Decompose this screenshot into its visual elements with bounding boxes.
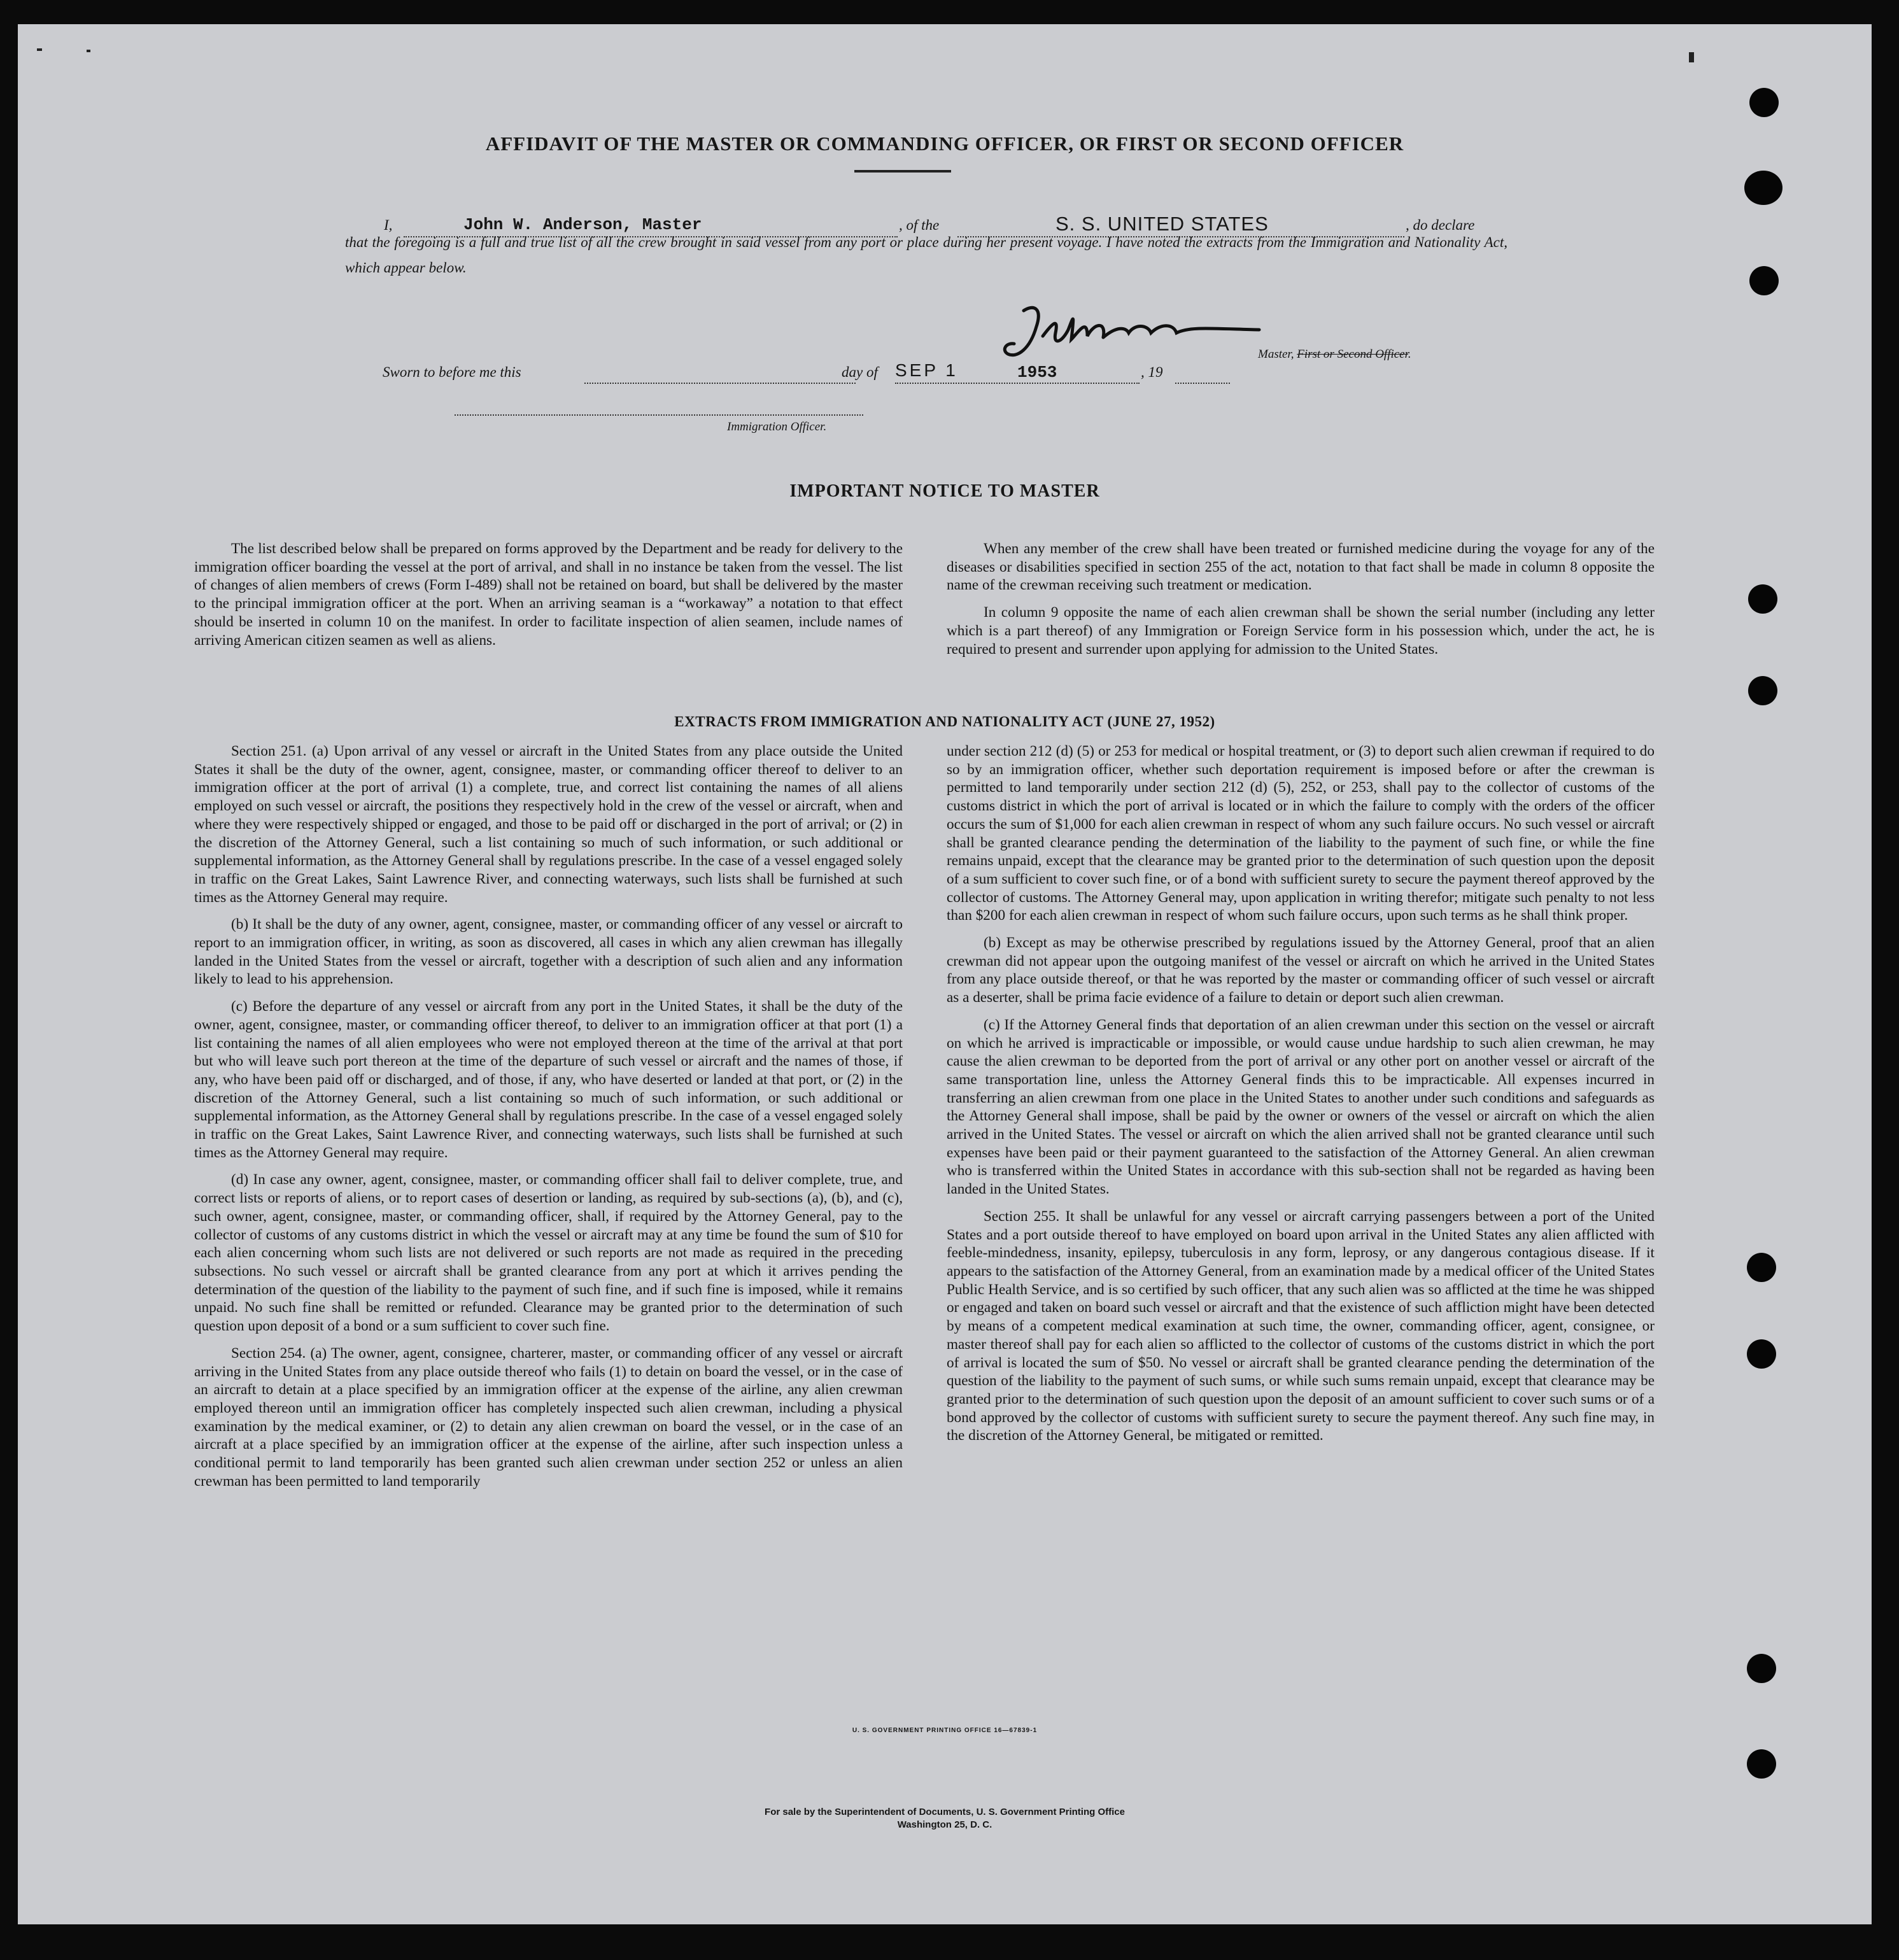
sale-notice	[18, 1806, 1872, 1831]
extract-paragraph: under section 212 (d) (5) or 253 for medical or hospital treatment, or (3) to deport such alien crewman if required to do so by an immigration officer, whether such deportation requirement is imposed before or after the crewman is permitted to land temporarily under section 212 (d) (5), 252, or 253, shall pay to the collector of customs of the customs district in which the port of arrival is located or in which the failure to comply with the orders of the officer occurs the sum of $1,000 for each alien crewman in respect of whom any such failure occurs. No such vessel or aircraft shall be granted clearance pending the determination of the liability to the payment of such fine, or while the fine remains unpaid, except that the clearance may be granted prior to the determination of such question upon the deposit of a sum sufficient to cover such fine, or of a bond with sufficient surety to secure the payment thereof approved by the collector of customs. The Attorney General may, upon application in writing therefor; mitigate such penalty to not less than $200 for each alien crewman in respect of whom such failure occurs, upon such terms as he shall think proper.	[947, 743, 1655, 924]
notice-left-column	[194, 540, 903, 658]
immigration-officer-line	[455, 414, 863, 416]
immigration-officer-label: Immigration Officer.	[727, 420, 827, 434]
extracts-right-column	[947, 742, 1655, 1454]
sale-line-1: For sale by the Superintendent of Documents, U. S. Government Printing Office	[765, 1807, 1125, 1817]
declaration-text: that the foregoing is a full and true list of all the crew brought in said vessel from any port or place during her present voyage. I have noted the extracts from the Immigration and Nationality Act, which appear below.	[345, 234, 1507, 276]
printing-office-imprint: U. S. GOVERNMENT PRINTING OFFICE 16—67839-1	[852, 1727, 1038, 1734]
scan-speck	[87, 50, 90, 52]
extract-paragraph: Section 251. (a) Upon arrival of any vessel or aircraft in the United States from any place outside the United States it shall be the duty of the owner, agent, consignee, master, or commanding officer thereof to deliver to an immigration officer at the port of arrival (1) a complete, true, and correct list containing the names of all aliens employed on such vessel or aircraft, the positions they respectively hold in the crew of the vessel or aircraft, when and where they were respectively shipped or engaged, and those to be paid off or discharged in the port of arrival; or (2) in the discretion of the Attorney General, such a list containing so much of such information, or such additional or supplemental information, as the Attorney General shall by regulations prescribe. In the case of a vessel engaged solely in traffic on the Great Lakes, Saint Lawrence River, and connecting waterways, such lists shall be furnished at such times as the Attorney General may require.	[194, 743, 903, 906]
notice-paragraph: The list described below shall be prepared on forms approved by the Department and be ready for delivery to the immigration officer boarding the vessel at the port of arrival, and shall in no instance be taken from the vessel. The list of changes of alien members of crews (Form I-489) shall not be retained on board, but shall be delivered by the master to the principal immigration officer at the port. When an arriving seaman is a “workaway” a notation to that effect should be inserted in column 10 on the manifest. In order to facilitate inspection of alien seamen, include names of arriving American citizen seamen as well as aliens.	[194, 540, 903, 649]
label-of-the: , of the	[899, 217, 940, 233]
extract-paragraph: Section 254. (a) The owner, agent, consignee, charterer, master, or commanding officer of any vessel or aircraft arriving in the United States from any place outside thereof who fails (1) to detain on board the vessel, or in the case of an aircraft to detain at a place specified by an immigration officer at the expense of the airline, any alien crewman employed thereon until an immigration officer has completely inspected such alien crewman, including a physical examination by the medical examiner, or (2) to detain any alien crewman on board the vessel, or in the case of an aircraft at a place specified by an immigration officer at the expense of the airline, after such inspection unless a conditional permit to land temporarily has been granted such alien crewman under section 252 or unless an alien crewman has been permitted to land temporarily	[194, 1344, 903, 1490]
affidavit-title: AFFIDAVIT OF THE MASTER OR COMMANDING OFFICER, OR FIRST OR SECOND OFFICER	[485, 132, 1404, 155]
label-do-declare: , do declare	[1406, 217, 1475, 233]
sworn-day-line	[584, 383, 856, 384]
scan-speck	[1689, 52, 1694, 62]
punch-hole	[1749, 266, 1779, 295]
master-signature	[998, 298, 1266, 368]
extract-paragraph: (d) In case any owner, agent, consignee, master, or commanding officer shall fail to deliver complete, true, and correct lists or reports of aliens, or to report cases of desertion or landing, as required by sub-sections (a), (b), and (c), such owner, agent, consignee, master, or commanding officer, shall, if required by the Attorney General, pay to the collector of customs of any customs district in which the vessel or aircraft may at any time be found the sum of $10 for each alien concerning whom such lists are not delivered or such reports are not made as required in the preceding subsections. No such vessel or aircraft shall be granted clearance from any port at which it arrives pending the determination of the question of the liability to the payment of such fine, and if such fine is imposed, while it remains unpaid. No such fine shall be remitted or refunded. Clearance may be granted prior to the determination of such question upon deposit of a bond or a sum sufficient to cover such fine.	[194, 1171, 903, 1335]
year-line	[1175, 383, 1230, 384]
sale-line-2: Washington 25, D. C.	[897, 1819, 992, 1830]
master-name-field[interactable]: John W. Anderson, Master	[463, 215, 702, 234]
label-i: I,	[384, 217, 393, 233]
signer-title-struck: First or Second Officer	[1297, 348, 1408, 361]
signer-title	[1258, 348, 1411, 362]
vessel-name-field[interactable]: S. S. UNITED STATES	[1055, 213, 1269, 235]
notice-right-column	[947, 540, 1655, 667]
notice-paragraph: When any member of the crew shall have been treated or furnished medicine during the voyage for any of the diseases or disabilities specified in section 255 of the act, notation to that fact shall be made in column 8 opposite the name of the crewman receiving such treatment or medication.	[947, 540, 1655, 594]
punch-hole	[1747, 1339, 1776, 1369]
signer-title-suffix: .	[1408, 348, 1411, 361]
extract-paragraph: (c) If the Attorney General finds that deportation of an alien crewman under this section on the vessel or aircraft on which he arrived is impracticable or impossible, or would cause undue hardship to such alien crewman, he may cause the alien crewman to be deported from the port of arrival or any other port on another vessel or aircraft of the same transportation line, unless the Attorney General finds this to be impracticable. All expenses incurred in transferring an alien crewman from one place in the United States to another under such conditions and safeguards as the Attorney General shall impose, shall be paid by the owner or owners of the vessel or aircraft on which the alien arrived in the United States. The vessel or aircraft on which the alien arrived shall not be granted clearance until such expenses have been paid or their payment guaranteed to the satisfaction of the Attorney General. An alien crewman who is transferred within the United States in accordance with this sub-section shall not be regarded as having been landed in the United States.	[947, 1016, 1655, 1198]
sworn-date-line	[895, 383, 1140, 384]
notice-title: IMPORTANT NOTICE TO MASTER	[789, 481, 1100, 501]
scan-speck	[37, 48, 42, 51]
punch-hole	[1747, 1253, 1776, 1282]
extract-paragraph: (b) Except as may be otherwise prescribed by regulations issued by the Attorney General, proof that an alien crewman did not appear upon the outgoing manifest of the vessel or aircraft on which he arrived in the United States from any place outside thereof, or that he was reported by the master or commanding officer of such vessel or aircraft as a deserter, shall be prima facie evidence of a failure to detain or deport such alien crewman.	[947, 934, 1655, 1006]
day-of-label: day of	[842, 364, 878, 380]
punch-hole	[1744, 171, 1783, 205]
signer-title-prefix: Master,	[1258, 348, 1297, 361]
sworn-date-field[interactable]: SEP 1	[895, 360, 958, 380]
punch-hole	[1748, 584, 1777, 614]
notice-paragraph: In column 9 opposite the name of each alien crewman shall be shown the serial number (including any letter which is a part thereof) of any Immigration or Foreign Service form in his possession which, under the act, he is required to present and surrender upon applying for admission to the United States.	[947, 604, 1655, 658]
punch-hole	[1747, 1749, 1776, 1779]
punch-hole	[1748, 676, 1777, 705]
punch-hole	[1747, 1654, 1776, 1683]
year-label: , 19	[1141, 364, 1163, 380]
extracts-left-column	[194, 742, 903, 1499]
extract-paragraph: (b) It shall be the duty of any owner, agent, consignee, master, or commanding officer of any vessel or aircraft to report to an immigration officer, in writing, as soon as discovered, all cases in which any alien crewman has illegally landed in the United States from the vessel or aircraft, together with a description of such alien and any information likely to lead to his apprehension.	[194, 916, 903, 988]
sworn-year-field[interactable]: 1953	[1017, 363, 1057, 382]
extract-paragraph: Section 255. It shall be unlawful for any vessel or aircraft carrying passengers between a port of the United States and a port outside thereof to have employed on board upon arrival in the United States any alien afflicted with feeble-mindedness, insanity, epilepsy, tuberculosis in any form, leprosy, or any dangerous contagious disease. If it appears to the satisfaction of the Attorney General, from an examination made by a medical officer of the United States Public Health Service, and is so certified by such officer, that any such alien was so afflicted at the time he was shipped or engaged and taken on board such vessel or aircraft and that the existence of such affliction might have been detected by means of a competent medical examination at such time, the owner, commanding officer, agent, consignee, or master thereof shall pay for each alien so afflicted to the collector of customs of the customs district in which the port of arrival is located the sum of $50. No vessel or aircraft shall be granted clearance pending the determination of the question of the liability to the payment of such sums, or while such sums remain unpaid, except that clearance may be granted prior to the determination of such question upon the deposit of an amount sufficient to cover such sums or of a bond approved by the collector of customs with sufficient surety to secure the payment thereof. Any such fine may, in the discretion of the Attorney General, be mitigated or remitted.	[947, 1208, 1655, 1444]
punch-hole	[1749, 88, 1779, 117]
title-rule	[854, 170, 951, 173]
extract-paragraph: (c) Before the departure of any vessel or aircraft from any port in the United States, it shall be the duty of the owner, agent, consignee, master, or commanding officer thereof, to deliver to an immigration officer at that port (1) a list containing the names of all alien employees who were not employed thereon at the time of the arrival at that port but who will leave such port thereon at the time of the departure of such vessel or aircraft and the names of those, if any, who have been paid off or discharged, and of those, if any, who have deserted or landed at that port, or (2) in the discretion of the Attorney General, such a list containing so much of such information, or such additional or supplemental information, as the Attorney General shall by regulations prescribe. In the case of a vessel engaged solely in traffic on the Great Lakes, Saint Lawrence River, and connecting waterways, such lists shall be furnished at such times as the Attorney General may require.	[194, 998, 903, 1161]
extracts-title: EXTRACTS FROM IMMIGRATION AND NATIONALITY ACT (JUNE 27, 1952)	[674, 714, 1215, 730]
document-page	[18, 24, 1872, 1924]
sworn-label: Sworn to before me this	[383, 364, 521, 380]
